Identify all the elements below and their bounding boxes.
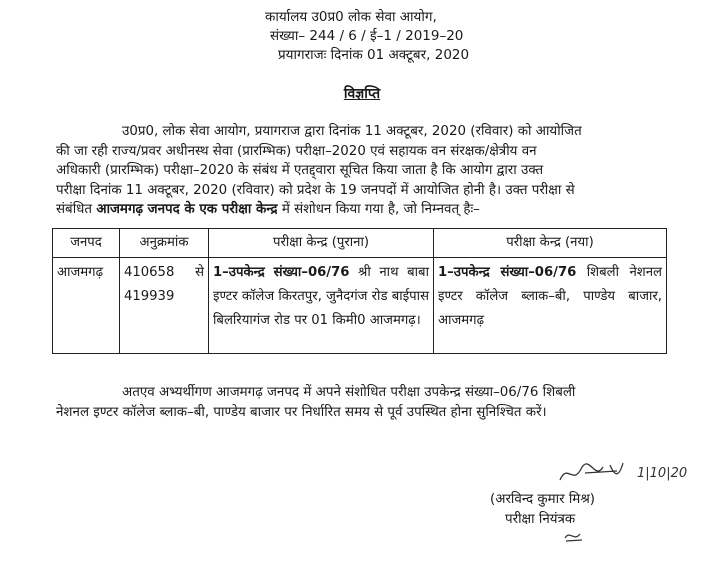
initials-mark bbox=[562, 528, 586, 544]
new-centre-number: 1–उपकेन्द्र संख्या–06/76 bbox=[438, 265, 577, 280]
intro-line-5-bold: आजमगढ़ जनपद के एक परीक्षा केन्द्र bbox=[96, 202, 278, 217]
intro-line-2: की जा रही राज्य/प्रवर अधीनस्थ सेवा (प्रारम्भिक) परीक्षा–2020 एवं सहायक वन संरक्षक/क्षेत्रीय वन bbox=[56, 143, 537, 159]
cell-district: आजमगढ़ bbox=[53, 258, 120, 354]
intro-line-4: परीक्षा दिनांक 11 अक्टूबर, 2020 (रविवार) को प्रदेश के 19 जनपदों में आयोजित होनी है। उक्त परीक्षा से bbox=[56, 182, 575, 198]
roll-to: 419939 bbox=[124, 289, 175, 304]
signature-date: 1|10|20 bbox=[637, 466, 688, 481]
old-centre-number: 1–उपकेन्द्र संख्या–06/76 bbox=[213, 265, 350, 280]
header-district: जनपद bbox=[53, 229, 120, 258]
new-centre-address: शिबली नेशनल इण्टर कॉलेज ब्लाक–बी, पाण्डेय बाजार, आजमगढ़ bbox=[438, 265, 662, 328]
closing-line-2: नेशनल इण्टर कॉलेज ब्लाक–बी, पाण्डेय बाजार पर निर्धारित समय से पूर्व उपस्थित होना सुनिश्चित करें। bbox=[56, 404, 547, 420]
intro-line-1: उ0प्र0, लोक सेवा आयोग, प्रयागराज द्वारा दिनांक 11 अक्टूबर, 2020 (रविवार) को आयोजित bbox=[122, 124, 582, 139]
notice-title: विज्ञप्ति bbox=[343, 86, 381, 102]
signatory-name: (अरविन्द कुमार मिश्र) bbox=[490, 492, 596, 507]
office-name: कार्यालय उ0प्र0 लोक सेवा आयोग, bbox=[265, 9, 437, 25]
intro-line-5-pre: संबंधित bbox=[56, 202, 93, 217]
intro-line-5-post: में संशोधन किया गया है, जो निम्नवत् हैः– bbox=[281, 202, 480, 217]
header-new-centre: परीक्षा केन्द्र (नया) bbox=[434, 229, 667, 258]
cell-roll-range bbox=[120, 258, 209, 354]
signatory-designation: परीक्षा नियंत्रक bbox=[505, 512, 576, 527]
roll-separator: से bbox=[195, 265, 204, 280]
issue-date: प्रयागराजः दिनांक 01 अक्टूबर, 2020 bbox=[278, 47, 470, 63]
intro-line-3: अधिकारी (प्रारम्भिक) परीक्षा–2020 के संबंध में एतद्द्वारा सूचित किया जाता है कि आयोग द्वारा उक्त bbox=[56, 163, 544, 178]
cell-new-centre bbox=[434, 258, 667, 354]
reference-number: संख्या– 244 / 6 / ई–1 / 2019–20 bbox=[270, 28, 464, 44]
exam-centre-table bbox=[52, 228, 667, 354]
table-row bbox=[53, 258, 667, 354]
header-old-centre: परीक्षा केन्द्र (पुराना) bbox=[209, 229, 434, 258]
closing-paragraph bbox=[56, 383, 666, 422]
intro-paragraph bbox=[56, 122, 666, 220]
header-roll-range: अनुक्रमांक bbox=[120, 229, 209, 258]
intro-line-5 bbox=[56, 200, 666, 220]
table-header-row bbox=[53, 229, 667, 258]
old-centre-address: श्री नाथ बाबा इण्टर कॉलेज किरतपुर, जुनैदगंज रोड बाईपास बिलरियागंज रोड पर 01 किमी0 आजमगढ़। bbox=[213, 265, 429, 328]
roll-from: 410658 bbox=[124, 265, 175, 280]
closing-line-1: अतएव अभ्यर्थीगण आजमगढ़ जनपद में अपने संशोधित परीक्षा उपकेन्द्र संख्या–06/76 शिबली bbox=[122, 385, 576, 400]
cell-old-centre bbox=[209, 258, 434, 354]
